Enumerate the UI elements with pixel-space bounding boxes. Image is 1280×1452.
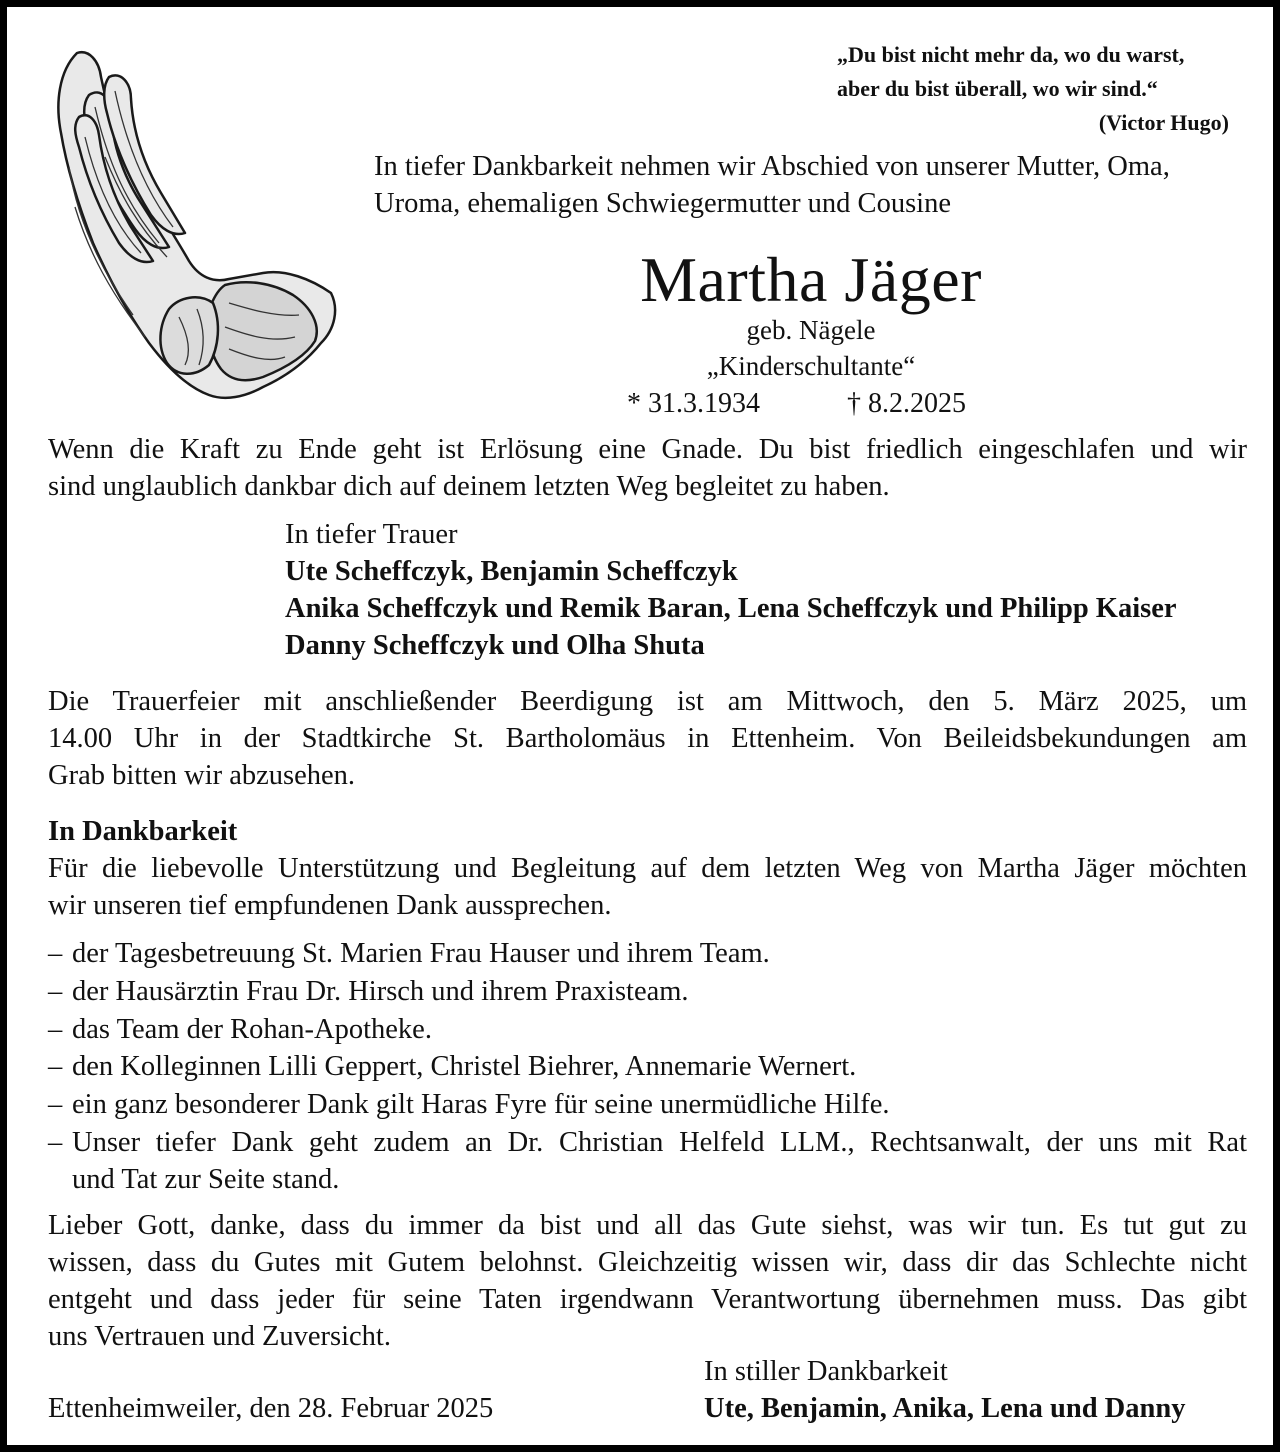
praying-hands-icon [49,47,341,405]
condolence-line: Wenn die Kraft zu Ende geht ist Erlösung eine Gnade. Du bist friedlich eingeschlafen und wir [48,434,1247,465]
closing-signatures: Ute, Benjamin, Anika, Lena und Danny [704,1393,1186,1424]
funeral-info-line: Die Trauerfeier mit anschließender Beerdigung ist am Mittwoch, den 5. März 2025, um [48,686,1247,717]
prayer-line: entgeht und dass jeder für seine Taten irgendwann Verantwortung übernehmen muss. Das gibt [48,1284,1247,1315]
thanks-line: wir unseren tief empfundenen Dank aussprechen. [48,890,612,921]
condolence-line: sind unglaublich dankbar dich auf deinem letzten Weg begleitet zu haben. [48,471,890,502]
closing-heading: In stiller Dankbarkeit [704,1356,948,1387]
prayer-line: uns Vertrauen und Zuversicht. [48,1321,391,1352]
deceased-name: Martha Jäger [640,244,982,315]
birth-name: geb. Nägele [746,315,876,345]
list-dash: – [48,1127,63,1158]
death-date: † 8.2.2025 [847,388,966,419]
mourner-names: Danny Scheffczyk und Olha Shuta [285,630,705,661]
list-item: der Tagesbetreuung St. Marien Frau Hauser und ihrem Team. [72,938,770,969]
list-dash: – [48,976,63,1007]
list-dash: – [48,1089,63,1120]
funeral-info-line: Grab bitten wir abzusehen. [48,760,356,791]
mourner-names: Ute Scheffczyk, Benjamin Scheffczyk [285,556,738,587]
place-and-date: Ettenheimweiler, den 28. Februar 2025 [48,1393,494,1424]
list-item-continuation: und Tat zur Seite stand. [72,1164,340,1195]
quote-author: (Victor Hugo) [1098,110,1229,135]
list-item: den Kolleginnen Lilli Geppert, Christel Biehrer, Annemarie Wernert. [72,1051,857,1082]
list-item: das Team der Rohan-Apotheke. [72,1014,432,1045]
funeral-info-line: 14.00 Uhr in der Stadtkirche St. Bartholomäus in Ettenheim. Von Beileidsbekundungen am [48,723,1247,754]
list-item: Unser tiefer Dank geht zudem an Dr. Christian Helfeld LLM., Rechtsanwalt, der uns mit Rat [72,1127,1247,1158]
prayer-line: wissen, dass du Gutes mit Gutem belohnst. Gleichzeitig wissen wir, dass dir das Schlechte nicht [48,1247,1247,1278]
nickname: „Kinderschultante“ [706,351,916,381]
thanks-heading: In Dankbarkeit [48,816,238,847]
intro-line: Uroma, ehemaligen Schwiegermutter und Cousine [374,188,951,219]
mourner-names: Anika Scheffczyk und Remik Baran, Lena Scheffczyk und Philipp Kaiser [285,593,1177,624]
list-dash: – [48,1014,63,1045]
list-item: der Hausärztin Frau Dr. Hirsch und ihrem Praxisteam. [72,976,689,1007]
thanks-line: Für die liebevolle Unterstützung und Begleitung auf dem letzten Weg von Martha Jäger möchten [48,853,1247,884]
list-item: ein ganz besonderer Dank gilt Haras Fyre für seine unermüdliche Hilfe. [72,1089,890,1120]
intro-line: In tiefer Dankbarkeit nehmen wir Abschied von unserer Mutter, Oma, [374,151,1170,182]
list-dash: – [48,1051,63,1082]
prayer-line: Lieber Gott, danke, dass du immer da bist und all das Gute siehst, was wir tun. Es tut gut zu [48,1210,1247,1241]
list-dash: – [48,938,63,969]
mourners-heading: In tiefer Trauer [285,519,458,550]
birth-date: * 31.3.1934 [627,388,760,419]
quote-line: „Du bist nicht mehr da, wo du warst, [837,42,1185,67]
quote-line: aber du bist überall, wo wir sind.“ [837,76,1158,101]
